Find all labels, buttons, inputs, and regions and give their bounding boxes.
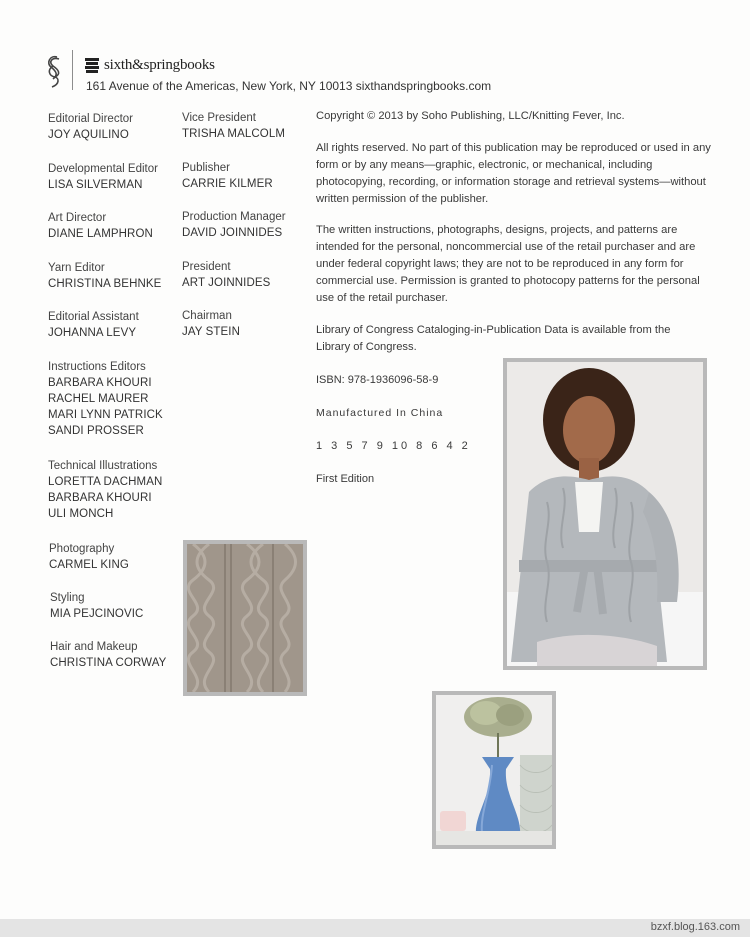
credit-instructions-editors	[48, 359, 163, 439]
book-stack-icon	[84, 56, 100, 74]
credit-role: Production Manager	[182, 211, 286, 223]
manufactured-in: Manufactured In China	[316, 407, 444, 419]
soho-logo-icon	[44, 54, 66, 90]
credit-name: ART JOINNIDES	[182, 277, 271, 289]
credit-yarn-editor	[48, 260, 161, 292]
edition: First Edition	[316, 473, 375, 485]
credit-role: Hair and Makeup	[50, 641, 138, 653]
credit-role: Publisher	[182, 162, 230, 174]
rights-paragraph: All rights reserved. No part of this publication may be reproduced or used in any form or by any means—graphic, electronic, or mechanical, including photocopying, recording, or information storage and retrieval systems—without written permission of the publisher.	[316, 142, 711, 205]
printing-line: 1 3 5 7 9 10 8 6 4 2	[316, 440, 471, 452]
woman-in-cardigan-icon	[507, 362, 703, 666]
usage-paragraph: The written instructions, photographs, designs, projects, and patterns are intended for the personal, noncommercial use of the retail purchaser and are under federal copyright laws; they are not to be reproduced in any form for commercial use. Permission is granted to photocopy patterns for the personal use of the retail purchaser.	[316, 224, 700, 304]
header-divider	[72, 50, 73, 90]
credit-production-manager	[182, 209, 286, 241]
knit-swatch-photo	[183, 540, 307, 696]
credit-role: Developmental Editor	[48, 163, 158, 175]
credit-role: Photography	[49, 543, 115, 555]
credit-publisher	[182, 160, 273, 192]
watermark-text: bzxf.blog.163.com	[650, 921, 740, 933]
credit-name: MIA PEJCINOVIC	[50, 608, 144, 620]
credit-name: CHRISTINA BEHNKE	[48, 278, 162, 290]
credit-role: Vice President	[182, 112, 256, 124]
credit-editorial-director	[48, 111, 133, 143]
credit-role: Yarn Editor	[48, 262, 105, 274]
credit-role: President	[182, 261, 231, 273]
credit-hair-makeup	[50, 639, 166, 671]
loc-paragraph: Library of Congress Cataloging-in-Publication Data is available from the Library of Congress.	[316, 324, 671, 353]
credit-role: Art Director	[48, 212, 107, 224]
credit-name: CARMEL KING	[49, 559, 129, 571]
credit-name: BARBARA KHOURI	[48, 377, 152, 389]
vase-photo	[432, 691, 556, 849]
credit-name: LORETTA DACHMAN	[48, 476, 163, 488]
credit-name: JOHANNA LEVY	[48, 327, 137, 339]
credit-role: Styling	[50, 592, 85, 604]
credit-role: Chairman	[182, 310, 232, 322]
credit-name: TRISHA MALCOLM	[182, 128, 286, 140]
brand-name: sixth&springbooks	[104, 56, 215, 73]
credit-name: BARBARA KHOURI	[48, 492, 152, 504]
credit-name: MARI LYNN PATRICK	[48, 409, 163, 421]
credit-name: SANDI PROSSER	[48, 425, 144, 437]
credit-styling	[50, 590, 143, 622]
credit-name: DIANE LAMPHRON	[48, 228, 153, 240]
footer-bar	[0, 919, 750, 937]
credit-name: JAY STEIN	[182, 326, 240, 338]
credit-art-director	[48, 210, 153, 242]
credit-name: JOY AQUILINO	[48, 129, 129, 141]
credit-editorial-assistant	[48, 309, 139, 341]
publisher-brand	[84, 54, 215, 76]
credit-name: LISA SILVERMAN	[48, 179, 143, 191]
credit-name: CARRIE KILMER	[182, 178, 273, 190]
publisher-address: 161 Avenue of the Americas, New York, NY 10013 sixthandspringbooks.com	[86, 79, 492, 93]
credit-role: Technical Illustrations	[48, 460, 158, 472]
credit-developmental-editor	[48, 161, 158, 193]
credit-role: Editorial Director	[48, 113, 133, 125]
credit-chairman	[182, 308, 240, 340]
credit-president	[182, 259, 270, 291]
cable-knit-icon	[187, 544, 303, 692]
credit-photography	[49, 541, 129, 573]
credit-name: CHRISTINA CORWAY	[50, 657, 167, 669]
credit-technical-illustrations	[48, 458, 162, 522]
credit-role: Editorial Assistant	[48, 311, 139, 323]
flower-vase-icon	[436, 695, 552, 845]
model-photo	[503, 358, 707, 670]
credit-name: ULI MONCH	[48, 508, 114, 520]
copyright-notice: Copyright © 2013 by Soho Publishing, LLC/Knitting Fever, Inc.	[316, 110, 625, 122]
credit-role: Instructions Editors	[48, 361, 146, 373]
credit-vice-president	[182, 110, 285, 142]
credit-name: RACHEL MAURER	[48, 393, 149, 405]
isbn: ISBN: 978-1936096-58-9	[316, 374, 439, 386]
credit-name: DAVID JOINNIDES	[182, 227, 283, 239]
